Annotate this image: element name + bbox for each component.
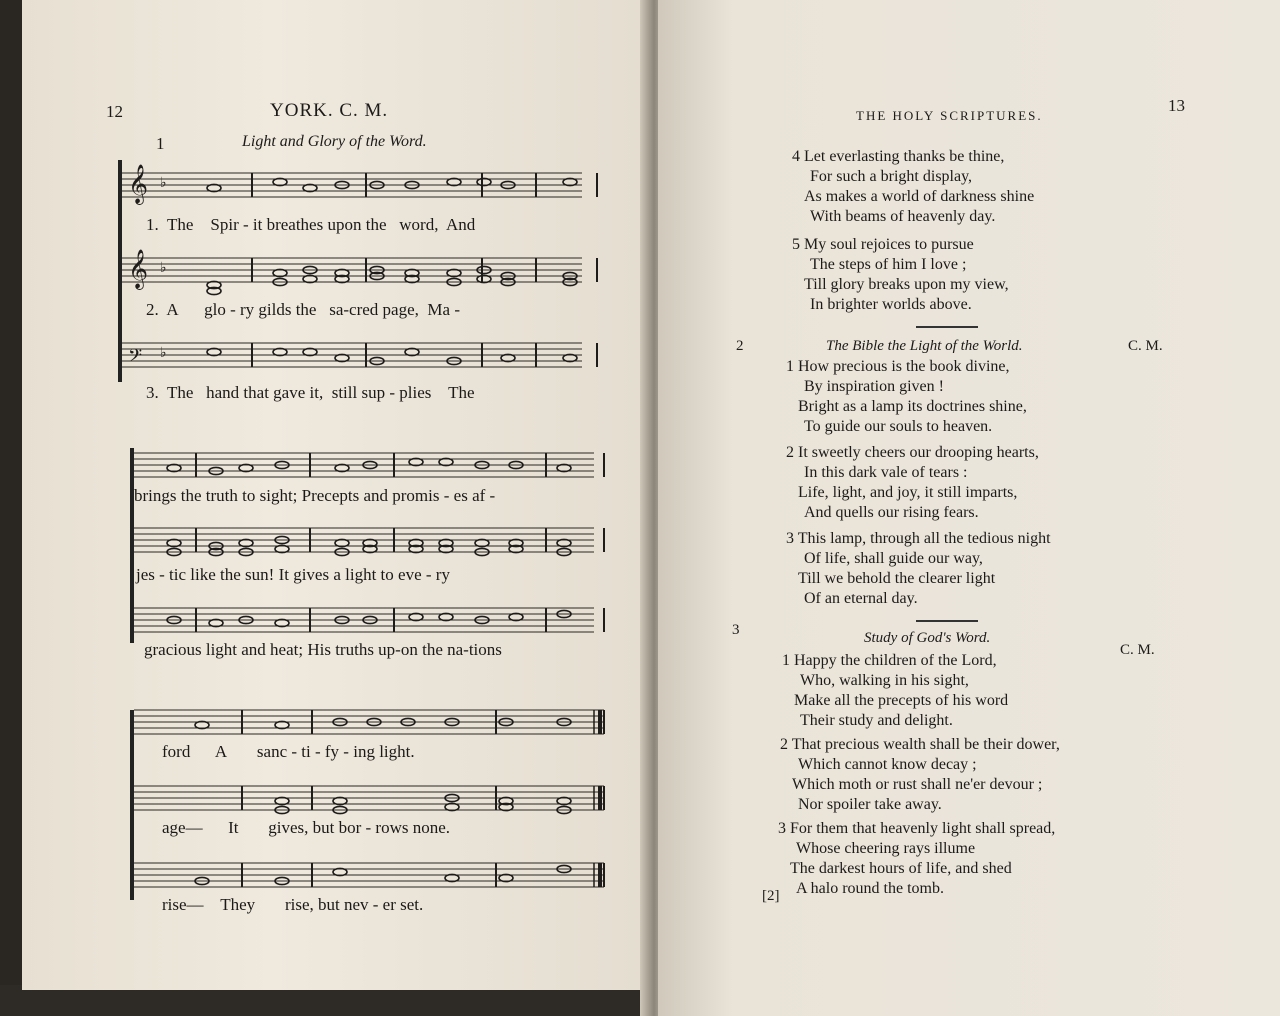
lyric-word: And xyxy=(446,215,476,234)
verse-line: Till glory breaks upon my view, xyxy=(804,276,1009,293)
lyric-word: gives, but bor - rows none. xyxy=(268,818,451,837)
hymn-title: The Bible the Light of the World. xyxy=(826,338,1023,354)
hymn-title: Light and Glory of the Word. xyxy=(242,133,427,150)
verse-line: Which cannot know decay ; xyxy=(798,756,977,773)
flat-sign-icon: ♭ xyxy=(160,175,167,191)
lyrics-line-2 xyxy=(146,300,460,320)
verse-line: To guide our souls to heaven. xyxy=(804,418,993,435)
meter-label: C. M. xyxy=(1120,642,1155,658)
verse-line: Of an eternal day. xyxy=(804,590,918,607)
verse-line: The steps of him I love ; xyxy=(810,256,967,273)
right-page-number: 13 xyxy=(1168,96,1185,115)
verse-line: 2 That precious wealth shall be their dower, xyxy=(780,736,1060,753)
lyric-word: Ma - xyxy=(427,300,460,319)
staff-treble-1 xyxy=(122,165,582,219)
verse-line: 1 How precious is the book divine, xyxy=(786,358,1010,375)
verse-line: Whose cheering rays illume xyxy=(796,840,976,857)
hymn-number: 1 xyxy=(156,134,165,153)
verse-line: 5 My soul rejoices to pursue xyxy=(792,236,974,253)
staff-bass-1 xyxy=(122,335,582,389)
verse-line: Which moth or rust shall ne'er devour ; xyxy=(792,776,1043,793)
lyric-word: sanc - ti - fy - ing light. xyxy=(256,742,415,761)
lyrics-line-3 xyxy=(146,383,475,403)
lyrics-line-7 xyxy=(162,742,415,762)
lyrics-line-1 xyxy=(146,215,475,235)
lyric-verse-number: 3. xyxy=(146,383,159,402)
lyrics-line-4: brings the truth to sight; Precepts and promis - es af - xyxy=(134,486,496,505)
treble-clef-icon: 𝄞 xyxy=(128,249,149,289)
hymn-title: Study of God's Word. xyxy=(864,630,991,646)
verse-line: Make all the precepts of his word xyxy=(794,692,1009,709)
section-divider xyxy=(916,326,978,328)
bass-clef-icon: 𝄢 xyxy=(128,346,143,371)
running-head: THE HOLY SCRIPTURES. xyxy=(856,108,1043,123)
verse-line: A halo round the tomb. xyxy=(796,880,944,897)
verse-line: With beams of heavenly day. xyxy=(810,208,996,225)
verse-line: 2 It sweetly cheers our drooping hearts, xyxy=(786,444,1039,461)
verse-line: By inspiration given ! xyxy=(804,378,944,395)
lyric-word: hand that gave it, xyxy=(206,383,324,402)
lyric-word: The xyxy=(166,383,194,402)
lyrics-line-5: jes - tic like the sun! It gives a light to eve - ry xyxy=(136,565,450,584)
flat-sign-icon: ♭ xyxy=(160,345,167,361)
verse-line: As makes a world of darkness shine xyxy=(804,188,1035,205)
verse-line: Their study and delight. xyxy=(800,712,953,729)
lyric-word: They xyxy=(220,895,256,914)
lyric-verse-number: 1. xyxy=(146,215,159,234)
verse-line: Till we behold the clearer light xyxy=(798,570,996,587)
lyrics-line-8 xyxy=(162,818,450,838)
verse-line: The darkest hours of life, and shed xyxy=(790,860,1012,877)
lyric-word: Spir - it breathes upon the xyxy=(210,215,387,234)
verse-line: Of life, shall guide our way, xyxy=(804,550,983,567)
verse-line: 4 Let everlasting thanks be thine, xyxy=(792,148,1005,165)
lyric-word: rise— xyxy=(162,895,204,914)
verse-line: And quells our rising fears. xyxy=(804,504,979,521)
left-page xyxy=(22,0,648,990)
flat-sign-icon: ♭ xyxy=(160,260,167,276)
verse-line: 3 For them that heavenly light shall spread, xyxy=(778,820,1056,837)
lyric-word: rise, but nev - er set. xyxy=(284,895,424,914)
verse-line: 1 Happy the children of the Lord, xyxy=(782,652,997,669)
lyric-word: A xyxy=(166,300,179,319)
treble-clef-icon: 𝄞 xyxy=(128,164,149,204)
lyric-verse-number: 2. xyxy=(146,300,159,319)
lyric-word: The xyxy=(448,383,475,402)
lyrics-line-6: gracious light and heat; His truths up-on the na-tions xyxy=(144,640,502,659)
tune-title: YORK. C. M. xyxy=(270,100,389,121)
lyric-word: still sup - plies xyxy=(331,383,432,402)
lyric-word: glo - ry gilds the xyxy=(204,300,317,319)
verse-line: Life, light, and joy, it still imparts, xyxy=(798,484,1018,501)
lyric-word: sa-cred page, xyxy=(329,300,419,319)
hymn-number: 3 xyxy=(732,622,740,638)
staff-alto-2 xyxy=(134,520,594,569)
verse-line: Bright as a lamp its doctrines shine, xyxy=(798,398,1027,415)
lyric-word: age— xyxy=(162,818,203,837)
lyric-word: word, xyxy=(399,215,439,234)
left-page-number: 12 xyxy=(106,102,123,121)
verse-line: In brighter worlds above. xyxy=(810,296,972,313)
lyric-word: It xyxy=(228,818,239,837)
verse-line: Nor spoiler take away. xyxy=(798,796,942,813)
verse-line: Who, walking in his sight, xyxy=(800,672,969,689)
section-divider xyxy=(916,620,978,622)
verse-line: In this dark vale of tears : xyxy=(804,464,968,481)
lyric-word: A xyxy=(214,742,228,761)
lyric-word: ford xyxy=(162,742,191,761)
verse-line: 3 This lamp, through all the tedious night xyxy=(786,530,1051,547)
verse-line: For such a bright display, xyxy=(810,168,973,185)
right-page xyxy=(658,0,1280,1016)
hymn-number: 2 xyxy=(736,338,744,354)
lyric-word: The xyxy=(166,215,194,234)
signature-mark: [2] xyxy=(762,888,780,904)
meter-label: C. M. xyxy=(1128,338,1163,354)
lyrics-line-9 xyxy=(162,895,423,915)
